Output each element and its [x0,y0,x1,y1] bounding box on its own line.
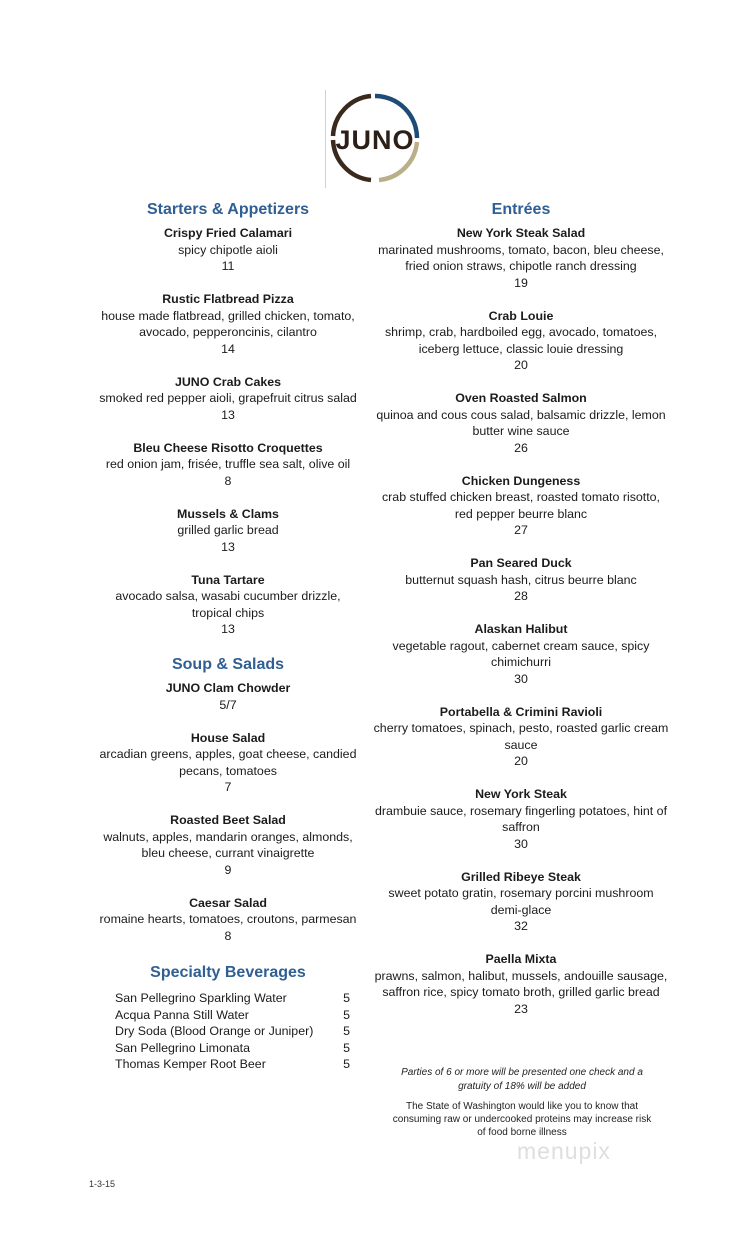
beverage-price: 5 [343,1040,350,1055]
item-price: 11 [221,259,235,273]
menu-item [372,225,670,291]
beverage-price: 5 [343,1007,350,1022]
menu-item [372,308,670,374]
item-desc: quinoa and cous cous salad, balsamic drizzle, lemon butter wine sauce [376,407,666,438]
starters-title: Starters & Appetizers [146,201,310,218]
menu-item [372,390,670,456]
menu-item [95,225,361,275]
menu-item [95,506,361,556]
item-price: 8 [224,928,232,943]
item-price: 26 [514,440,528,455]
item-price: 30 [514,671,528,686]
item-price: 27 [514,523,528,537]
item-desc: arcadian greens, apples, goat cheese, candied pecans, tomatoes [99,747,357,778]
item-desc: house made flatbread, grilled chicken, tomato, avocado, pepperoncinis, cilantro [101,308,355,339]
item-desc: avocado salsa, wasabi cucumber drizzle, tropical chips [115,589,341,620]
item-price: 13 [221,539,235,554]
item-desc: vegetable ragout, cabernet cream sauce, spicy chimichurri [392,638,650,669]
beverage-name: Dry Soda (Blood Orange or Juniper) [115,1024,314,1038]
menu-item [372,555,670,605]
item-desc: sweet potato gratin, rosemary porcini mushroom demi-glace [388,886,654,917]
item-name: Pan Seared Duck [470,556,572,570]
beverages-title: Specialty Beverages [150,964,306,981]
item-name: Bleu Cheese Risotto Croquettes [133,440,323,455]
right-column [372,200,670,1017]
menu-item [95,680,361,713]
entrees-list [372,225,670,1017]
item-desc: drambuie sauce, rosemary fingerling potatoes, hint of saffron [374,803,668,834]
item-price: 28 [514,589,528,603]
menu-item [372,869,670,935]
menu-item [95,572,361,638]
logo-text: JUNO [335,125,415,155]
menu-item [95,374,361,424]
juno-logo [325,88,425,190]
beverage-price: 5 [343,991,350,1005]
item-price: 30 [514,836,528,851]
menu-item [95,730,361,796]
item-price: 14 [221,341,235,356]
item-name: Paella Mixta [485,952,557,966]
item-name: Portabella & Crimini Ravioli [439,704,603,719]
soups-title: Soup & Salads [171,656,285,673]
item-name: JUNO Clam Chowder [165,681,291,695]
item-price: 23 [514,1001,528,1016]
beverage-name: San Pellegrino Limonata [115,1040,251,1055]
item-desc: romaine hearts, tomatoes, croutons, parmesan [99,912,357,926]
item-name: Roasted Beet Salad [170,813,286,827]
beverage-name: Thomas Kemper Root Beer [115,1057,266,1071]
soups-section [95,655,361,944]
beverage-price: 5 [343,1024,350,1038]
beverage-row [115,990,350,1007]
item-price: 32 [514,919,528,933]
beverage-name: San Pellegrino Sparkling Water [115,991,287,1005]
item-desc: red onion jam, frisée, truffle sea salt, olive oil [105,457,351,471]
entrees-title: Entrées [491,201,551,218]
health-note: The State of Washington would like you to know that consuming raw or undercooked proteins may increase risk of food borne illness [392,1101,652,1138]
item-name: Alaskan Halibut [474,622,568,636]
item-desc: butternut squash hash, citrus beurre blanc [405,572,637,587]
item-price: 8 [224,473,232,488]
item-desc: spicy chipotle aioli [178,242,278,257]
item-name: New York Steak Salad [456,226,586,240]
gratuity-note: Parties of 6 or more will be presented one check and a gratuity of 18% will be added [401,1067,643,1092]
beverage-name: Acqua Panna Still Water [115,1007,249,1022]
menu-item [372,473,670,539]
menu-item [95,812,361,878]
menu-item [372,704,670,770]
item-name: House Salad [190,730,266,745]
menu-item [372,786,670,852]
menu-item [372,621,670,687]
item-desc: walnuts, apples, mandarin oranges, almonds, bleu cheese, currant vinaigrette [103,829,353,860]
item-name: Chicken Dungeness [461,473,581,488]
menu-date: 1-3-15 [89,1179,116,1189]
item-name: Tuna Tartare [191,572,265,587]
item-price: 9 [224,862,232,877]
item-desc: marinated mushrooms, tomato, bacon, bleu cheese, fried onion straws, chipotle ranch dressing [378,242,664,273]
menu-item [372,951,670,1017]
menu-item [95,291,361,357]
item-name: Mussels & Clams [177,506,279,521]
item-name: Oven Roasted Salmon [455,391,587,405]
item-name: JUNO Crab Cakes [174,374,282,389]
item-name: Crispy Fried Calamari [163,226,293,240]
item-name: New York Steak [475,787,567,801]
item-desc: cherry tomatoes, spinach, pesto, roasted garlic cream sauce [373,721,669,752]
beverage-row [115,1023,350,1040]
item-price: 13 [221,622,235,636]
item-desc: grilled garlic bread [177,523,279,537]
item-price: 5/7 [219,697,237,712]
item-price: 20 [514,754,528,768]
item-price: 7 [224,780,232,794]
item-price: 20 [514,358,528,372]
beverage-row [115,1040,350,1057]
item-desc: prawns, salmon, halibut, mussels, andouille sausage, saffron rice, spicy tomato broth, grilled garlic bread [374,968,668,999]
item-desc: crab stuffed chicken breast, roasted tomato risotto, red pepper beurre blanc [381,490,660,521]
item-name: Grilled Ribeye Steak [461,869,581,884]
menupix-watermark: menupix [517,1138,611,1164]
beverage-row [115,1007,350,1024]
item-price: 19 [514,275,528,290]
item-name: Caesar Salad [189,895,267,910]
menu-item [95,440,361,490]
left-column [95,200,361,638]
item-name: Crab Louie [488,308,554,323]
starters-list [95,225,361,638]
soups-list [95,680,361,944]
item-desc: smoked red pepper aioli, grapefruit citrus salad [99,391,357,405]
beverage-price: 5 [343,1057,350,1071]
item-name: Rustic Flatbread Pizza [162,292,294,306]
menu-item [95,895,361,945]
item-desc: shrimp, crab, hardboiled egg, avocado, tomatoes, iceberg lettuce, classic louie dressing [384,325,658,356]
beverages-section [95,963,361,983]
beverages-list [115,990,350,1073]
item-price: 13 [221,407,235,422]
beverage-row [115,1056,350,1073]
